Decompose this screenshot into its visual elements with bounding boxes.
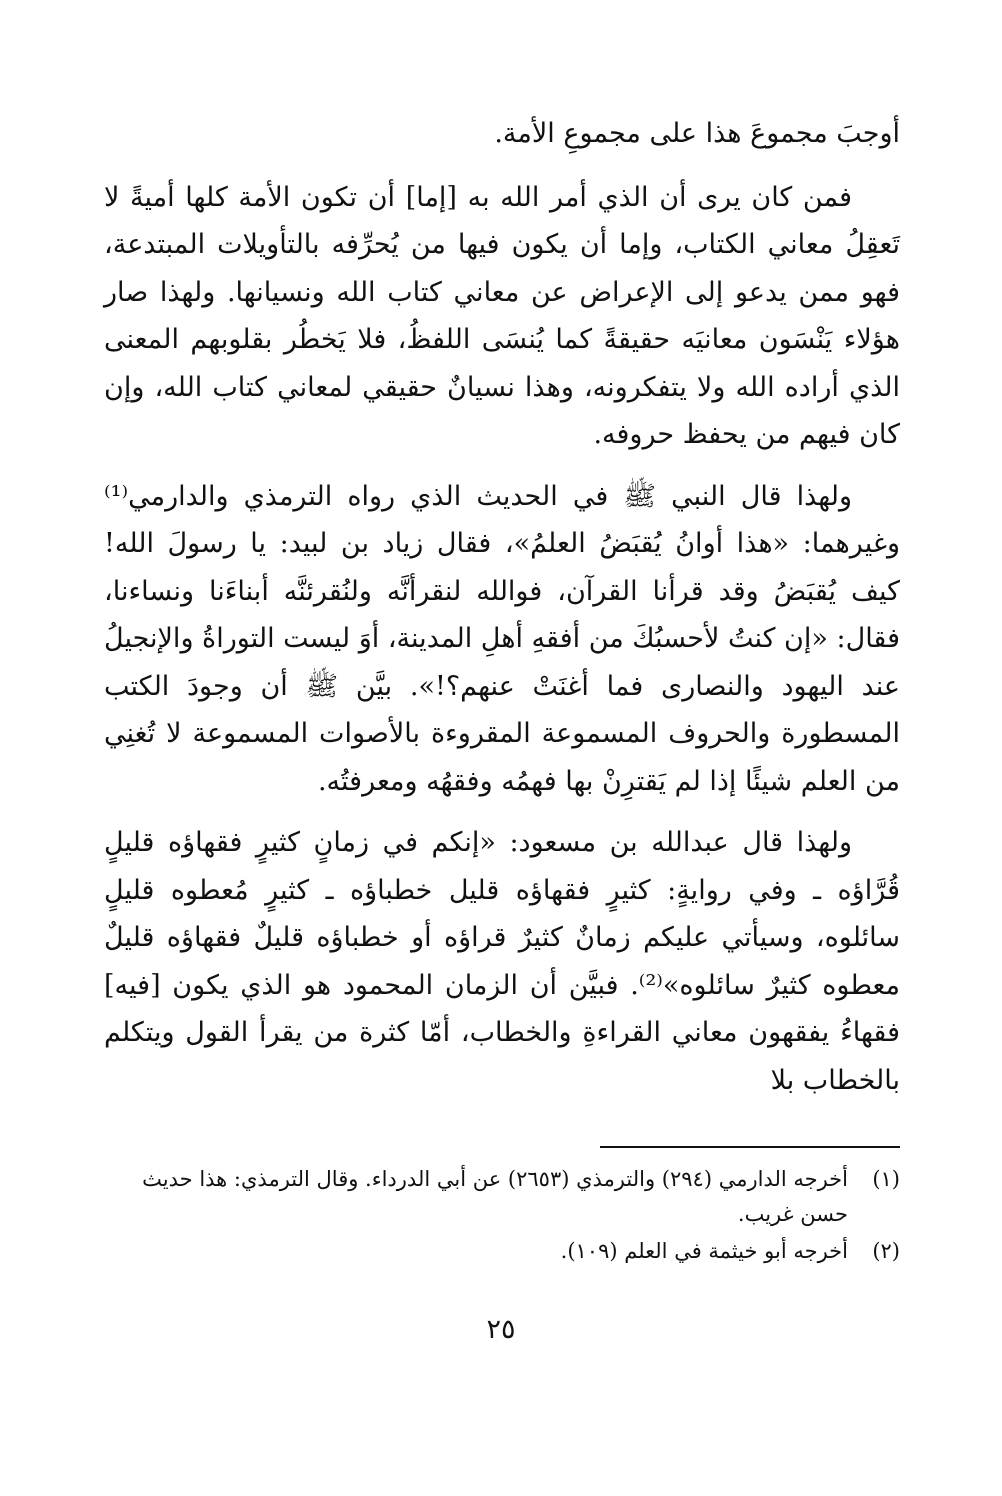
footnote-2-text: أخرجه أبو خيثمة في العلم (١٠٩). <box>560 1239 848 1263</box>
footnotes <box>104 1162 900 1271</box>
footnote-2-number: (٢) <box>872 1239 900 1263</box>
paragraph-2: فمن كان يرى أن الذي أمر الله به [إما] أن تكون الأمة كلها أميةً لا تَعقِلُ معاني الكتاب، وإما أن يكون فيها من يُحرِّفه بالتأويلات المبتدعة، فهو ممن يدعو إلى الإعراض عن معاني كتاب الله ونسيانها. ولهذا صار هؤلاء يَنْسَون معانيَه حقيقةً كما يُنسَى اللفظُ، فلا يَخطُر بقلوبهم المعنى الذي أراده الله ولا يتفكرونه، وهذا نسيانٌ حقيقي لمعاني كتاب الله، وإن كان فيهم من يحفظ حروفه. <box>104 181 900 450</box>
footnote-1 <box>104 1162 900 1232</box>
page-number: ٢٥ <box>486 1314 516 1345</box>
footnote-1-text: أخرجه الدارمي (٢٩٤) والترمذي (٢٦٥٣) عن أبي الدرداء. وقال الترمذي: هذا حديث حسن غريب. <box>142 1167 848 1226</box>
paragraph-3: ولهذا قال النبي ﷺ في الحديث الذي رواه الترمذي والدارمي⁽¹⁾ وغيرهما: «هذا أوانُ يُقبَضُ العلمُ»، فقال زياد بن لبيد: يا رسولَ الله! كيف يُقبَضُ وقد قرأنا القرآن، فوالله لنقرأنَّه ولنُقرئنَّه أبناءَنا ونساءنا، فقال: «إن كنتُ لأحسبُكَ من أفقهِ أهلِ المدينة، أوَ ليست التوراةُ والإنجيلُ عند اليهود والنصارى فما أغنَتْ عنهم؟!». بيَّن ﷺ أن وجودَ الكتب المسطورة والحروف المسموعة المقروءة بالأصوات المسموعة لا تُغنِي من العلم شيئًا إذا لم يَقترِنْ بها فهمُه وفقهُه ومعرفتُه. <box>104 480 900 797</box>
footnote-separator <box>600 1146 900 1148</box>
footnote-1-number: (١) <box>872 1167 900 1191</box>
paragraph-1: أوجبَ مجموعَ هذا على مجموعِ الأمة. <box>494 118 900 149</box>
footnote-2 <box>104 1234 900 1269</box>
main-text-block <box>104 110 900 1118</box>
paragraph-4: ولهذا قال عبدالله بن مسعود: «إنكم في زمانٍ كثيرٍ فقهاؤه قليلٍ قُرَّاؤه ـ وفي روايةٍ: كثيرٍ فقهاؤه قليل خطباؤه ـ كثيرٍ مُعطوه قليلٍ سائلوه، وسيأتي عليكم زمانٌ كثيرٌ قراؤه أو خطباؤه قليلٌ فقهاؤه قليلٌ معطوه كثيرٌ سائلوه»⁽²⁾. فبيَّن أن الزمان المحمود هو الذي يكون [فيه] فقهاءُ يفقهون معاني القراءةِ والخطاب، أمّا كثرة من يقرأ القول ويتكلم بالخطاب بلا <box>104 827 900 1096</box>
